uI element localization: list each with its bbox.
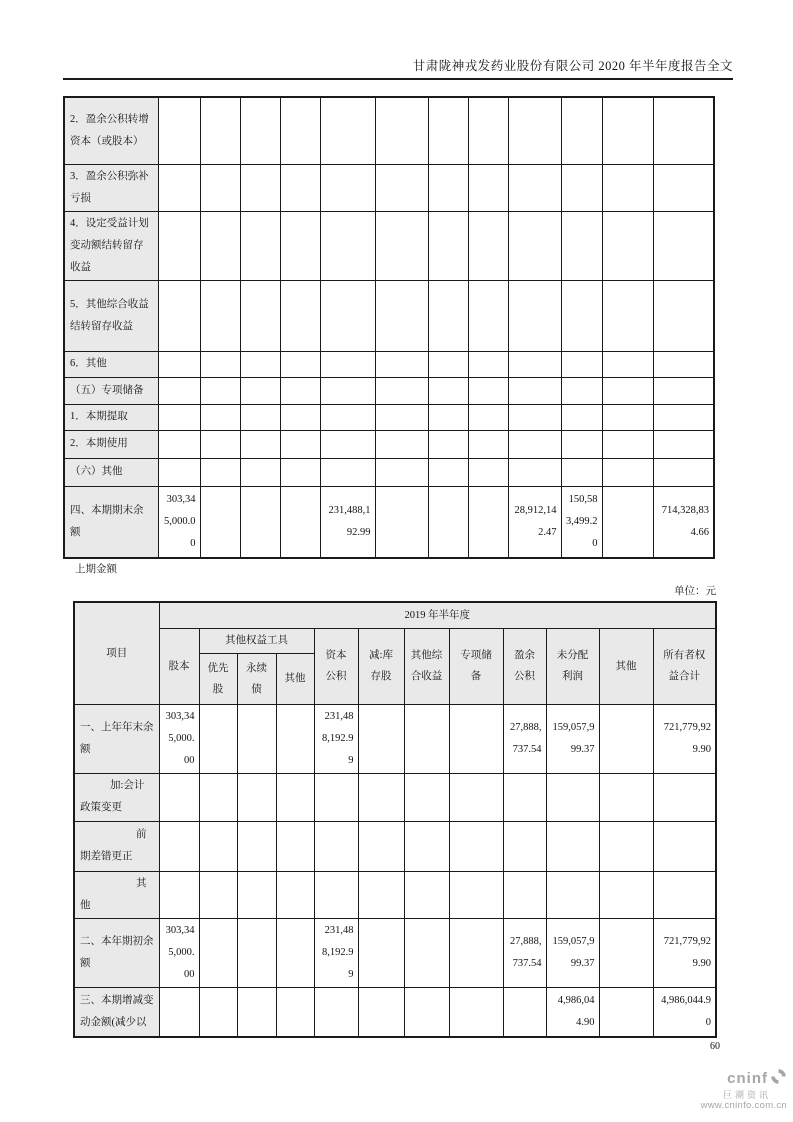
value-cell — [449, 987, 503, 1037]
row-label: 二、本年期初余额 — [74, 918, 159, 987]
value-cell — [503, 871, 546, 918]
value-cell — [468, 377, 508, 404]
row-label: 2．本期使用 — [64, 430, 158, 458]
table-row — [64, 280, 714, 351]
unit-label: 单位：元 — [674, 586, 716, 597]
value-cell — [358, 821, 404, 871]
table-row — [74, 987, 716, 1037]
value-cell: 303,345,000.00 — [158, 486, 200, 558]
header-capital-reserve: 资本公积 — [314, 628, 358, 704]
value-cell — [449, 704, 503, 773]
value-cell — [199, 773, 237, 821]
value-cell — [546, 821, 599, 871]
table-row — [64, 351, 714, 377]
value-cell — [158, 164, 200, 211]
row-label: 6．其他 — [64, 351, 158, 377]
header-other-equity-group: 其他权益工具 — [199, 628, 314, 653]
row-label: 三、本期增减变动金额(减少以 — [74, 987, 159, 1037]
value-cell — [468, 280, 508, 351]
row-label: 四、本期期末余额 — [64, 486, 158, 558]
value-cell — [503, 987, 546, 1037]
header-surplus-reserve: 盈余公积 — [503, 628, 546, 704]
value-cell — [276, 773, 314, 821]
value-cell — [428, 97, 468, 164]
value-cell — [508, 430, 561, 458]
value-cell — [358, 704, 404, 773]
value-cell — [280, 164, 320, 211]
value-cell — [280, 280, 320, 351]
value-cell — [599, 987, 653, 1037]
value-cell — [237, 918, 276, 987]
value-cell: 714,328,834.66 — [653, 486, 714, 558]
value-cell: 150,583,499.20 — [561, 486, 602, 558]
table-row — [64, 404, 714, 430]
value-cell: 721,779,929.90 — [653, 704, 716, 773]
value-cell — [428, 164, 468, 211]
value-cell — [320, 404, 375, 430]
value-cell — [561, 97, 602, 164]
value-cell — [653, 280, 714, 351]
cninfo-logo — [701, 1068, 787, 1112]
value-cell — [375, 458, 428, 486]
value-cell: 303,345,000.00 — [159, 918, 199, 987]
value-cell: 303,345,000.00 — [159, 704, 199, 773]
table-row — [74, 704, 716, 773]
row-label: （五）专项储备 — [64, 377, 158, 404]
value-cell — [375, 280, 428, 351]
value-cell — [428, 486, 468, 558]
value-cell — [561, 280, 602, 351]
value-cell — [428, 351, 468, 377]
header-undistributed-profit: 未分配利润 — [546, 628, 599, 704]
value-cell — [276, 987, 314, 1037]
value-cell — [404, 821, 449, 871]
value-cell — [599, 773, 653, 821]
value-cell — [280, 211, 320, 280]
value-cell — [428, 280, 468, 351]
value-cell — [200, 404, 240, 430]
value-cell — [320, 430, 375, 458]
value-cell — [276, 821, 314, 871]
value-cell — [468, 430, 508, 458]
value-cell — [200, 458, 240, 486]
value-cell — [561, 211, 602, 280]
value-cell — [602, 486, 653, 558]
row-label: 3．盈余公积弥补亏损 — [64, 164, 158, 211]
value-cell — [320, 164, 375, 211]
swirl-icon — [770, 1068, 787, 1090]
header-other-equity-other: 其他 — [276, 653, 314, 704]
value-cell — [653, 211, 714, 280]
value-cell — [375, 97, 428, 164]
value-cell — [561, 377, 602, 404]
row-label: 5．其他综合收益结转留存收益 — [64, 280, 158, 351]
value-cell — [159, 773, 199, 821]
value-cell — [602, 280, 653, 351]
value-cell — [404, 704, 449, 773]
value-cell — [503, 821, 546, 871]
value-cell — [358, 918, 404, 987]
value-cell — [468, 164, 508, 211]
value-cell — [320, 351, 375, 377]
value-cell — [602, 351, 653, 377]
value-cell — [561, 430, 602, 458]
table-row — [64, 486, 714, 558]
value-cell: 27,888,737.54 — [503, 918, 546, 987]
value-cell — [653, 404, 714, 430]
value-cell — [428, 458, 468, 486]
page-number: 60 — [710, 1041, 720, 1052]
value-cell — [280, 458, 320, 486]
value-cell — [508, 404, 561, 430]
value-cell — [159, 871, 199, 918]
value-cell — [358, 773, 404, 821]
row-label: 加:会计政策变更 — [74, 773, 159, 821]
header-share-capital: 股本 — [159, 628, 199, 704]
value-cell — [599, 918, 653, 987]
value-cell — [561, 351, 602, 377]
value-cell — [240, 97, 280, 164]
header-other-comprehensive-income: 其他综合收益 — [404, 628, 449, 704]
table-row — [74, 773, 716, 821]
row-label: 4．设定受益计划变动额结转留存收益 — [64, 211, 158, 280]
header-period: 2019 年半年度 — [159, 602, 716, 628]
header-other: 其他 — [599, 628, 653, 704]
table-row — [64, 377, 714, 404]
value-cell — [599, 821, 653, 871]
row-label: 2．盈余公积转增资本（或股本） — [64, 97, 158, 164]
value-cell — [240, 458, 280, 486]
value-cell — [561, 458, 602, 486]
value-cell — [200, 280, 240, 351]
value-cell — [358, 987, 404, 1037]
value-cell — [653, 430, 714, 458]
value-cell: 231,488,192.99 — [314, 918, 358, 987]
value-cell — [653, 773, 716, 821]
value-cell — [508, 280, 561, 351]
table-row — [74, 821, 716, 871]
value-cell — [240, 486, 280, 558]
value-cell — [199, 821, 237, 871]
value-cell — [280, 486, 320, 558]
value-cell — [508, 377, 561, 404]
value-cell — [240, 164, 280, 211]
value-cell: 4,986,044.90 — [653, 987, 716, 1037]
value-cell: 721,779,929.90 — [653, 918, 716, 987]
value-cell — [428, 404, 468, 430]
value-cell — [599, 704, 653, 773]
row-label: 其他 — [74, 871, 159, 918]
value-cell — [158, 404, 200, 430]
prior-period-equity-table — [73, 601, 717, 1038]
value-cell — [508, 458, 561, 486]
value-cell — [158, 430, 200, 458]
value-cell: 231,488,192.99 — [314, 704, 358, 773]
row-label: 一、上年年末余额 — [74, 704, 159, 773]
prior-period-table-body — [74, 704, 716, 1037]
value-cell: 4,986,044.90 — [546, 987, 599, 1037]
value-cell — [314, 773, 358, 821]
value-cell — [508, 164, 561, 211]
value-cell — [200, 486, 240, 558]
value-cell — [468, 211, 508, 280]
value-cell: 231,488,192.99 — [320, 486, 375, 558]
value-cell — [428, 211, 468, 280]
value-cell — [199, 987, 237, 1037]
value-cell: 28,912,142.47 — [508, 486, 561, 558]
value-cell — [158, 351, 200, 377]
table-row — [64, 164, 714, 211]
value-cell — [404, 773, 449, 821]
section-label: 上期金额 — [75, 564, 117, 575]
table-row — [64, 458, 714, 486]
value-cell — [320, 280, 375, 351]
value-cell — [602, 430, 653, 458]
value-cell — [320, 97, 375, 164]
value-cell — [200, 211, 240, 280]
table-row — [74, 871, 716, 918]
value-cell — [599, 871, 653, 918]
value-cell — [468, 486, 508, 558]
value-cell — [200, 97, 240, 164]
value-cell — [200, 164, 240, 211]
value-cell — [199, 918, 237, 987]
value-cell — [320, 211, 375, 280]
value-cell — [404, 871, 449, 918]
value-cell — [200, 377, 240, 404]
value-cell — [240, 430, 280, 458]
value-cell — [449, 871, 503, 918]
value-cell — [653, 164, 714, 211]
value-cell: 159,057,999.37 — [546, 918, 599, 987]
value-cell — [276, 918, 314, 987]
header-item: 项目 — [74, 602, 159, 704]
value-cell — [375, 486, 428, 558]
value-cell — [240, 377, 280, 404]
value-cell — [468, 97, 508, 164]
value-cell — [375, 430, 428, 458]
value-cell — [449, 821, 503, 871]
value-cell — [468, 404, 508, 430]
row-label: 前期差错更正 — [74, 821, 159, 871]
header-less-treasury: 减:库存股 — [358, 628, 404, 704]
value-cell — [503, 773, 546, 821]
value-cell — [240, 404, 280, 430]
value-cell — [653, 377, 714, 404]
value-cell — [240, 211, 280, 280]
value-cell — [602, 211, 653, 280]
value-cell: 27,888,737.54 — [503, 704, 546, 773]
value-cell — [653, 97, 714, 164]
value-cell — [358, 871, 404, 918]
value-cell — [158, 377, 200, 404]
value-cell — [546, 773, 599, 821]
value-cell — [276, 704, 314, 773]
value-cell — [159, 987, 199, 1037]
value-cell — [240, 351, 280, 377]
value-cell — [237, 871, 276, 918]
value-cell — [449, 918, 503, 987]
value-cell — [602, 377, 653, 404]
current-period-table-body — [64, 97, 714, 558]
header-perpetual-bonds: 永续债 — [237, 653, 276, 704]
value-cell — [237, 704, 276, 773]
value-cell — [237, 821, 276, 871]
value-cell — [237, 773, 276, 821]
header-preferred-shares: 优先股 — [199, 653, 237, 704]
current-period-equity-table — [63, 96, 715, 559]
value-cell — [602, 97, 653, 164]
value-cell — [653, 821, 716, 871]
value-cell — [200, 430, 240, 458]
header-rule — [63, 78, 733, 80]
value-cell — [280, 351, 320, 377]
value-cell — [468, 351, 508, 377]
report-title: 甘肃陇神戎发药业股份有限公司 2020 年半年度报告全文 — [412, 59, 733, 73]
value-cell — [280, 430, 320, 458]
value-cell — [199, 704, 237, 773]
value-cell — [375, 164, 428, 211]
value-cell — [602, 164, 653, 211]
value-cell — [375, 377, 428, 404]
value-cell — [320, 458, 375, 486]
value-cell — [200, 351, 240, 377]
value-cell: 159,057,999.37 — [546, 704, 599, 773]
header-total-equity: 所有者权益合计 — [653, 628, 716, 704]
value-cell — [237, 987, 276, 1037]
value-cell — [653, 871, 716, 918]
value-cell — [320, 377, 375, 404]
value-cell — [561, 164, 602, 211]
table-row — [64, 430, 714, 458]
value-cell — [546, 871, 599, 918]
value-cell — [280, 404, 320, 430]
value-cell — [449, 773, 503, 821]
value-cell — [468, 458, 508, 486]
value-cell — [404, 918, 449, 987]
value-cell — [158, 458, 200, 486]
value-cell — [653, 458, 714, 486]
value-cell — [199, 871, 237, 918]
row-label: （六）其他 — [64, 458, 158, 486]
table-row — [64, 211, 714, 280]
prior-period-table-header — [74, 602, 716, 704]
value-cell — [240, 280, 280, 351]
row-label: 1．本期提取 — [64, 404, 158, 430]
value-cell — [158, 211, 200, 280]
value-cell — [375, 211, 428, 280]
cninfo-brand-text: cninf — [727, 1070, 768, 1087]
value-cell — [314, 987, 358, 1037]
table-row — [64, 97, 714, 164]
header-special-reserve: 专项储备 — [449, 628, 503, 704]
value-cell — [653, 351, 714, 377]
value-cell — [280, 97, 320, 164]
value-cell — [314, 871, 358, 918]
value-cell — [158, 280, 200, 351]
value-cell — [314, 821, 358, 871]
value-cell — [404, 987, 449, 1037]
value-cell — [561, 404, 602, 430]
table-row — [74, 918, 716, 987]
value-cell — [602, 404, 653, 430]
value-cell — [375, 351, 428, 377]
value-cell — [375, 404, 428, 430]
value-cell — [159, 821, 199, 871]
value-cell — [508, 97, 561, 164]
value-cell — [280, 377, 320, 404]
cninfo-brand-chinese: 巨潮资讯 — [722, 1090, 771, 1100]
value-cell — [602, 458, 653, 486]
value-cell — [158, 97, 200, 164]
cninfo-url-text: www.cninfo.com.cn — [700, 1100, 787, 1111]
value-cell — [508, 211, 561, 280]
value-cell — [508, 351, 561, 377]
value-cell — [276, 871, 314, 918]
value-cell — [428, 430, 468, 458]
value-cell — [428, 377, 468, 404]
